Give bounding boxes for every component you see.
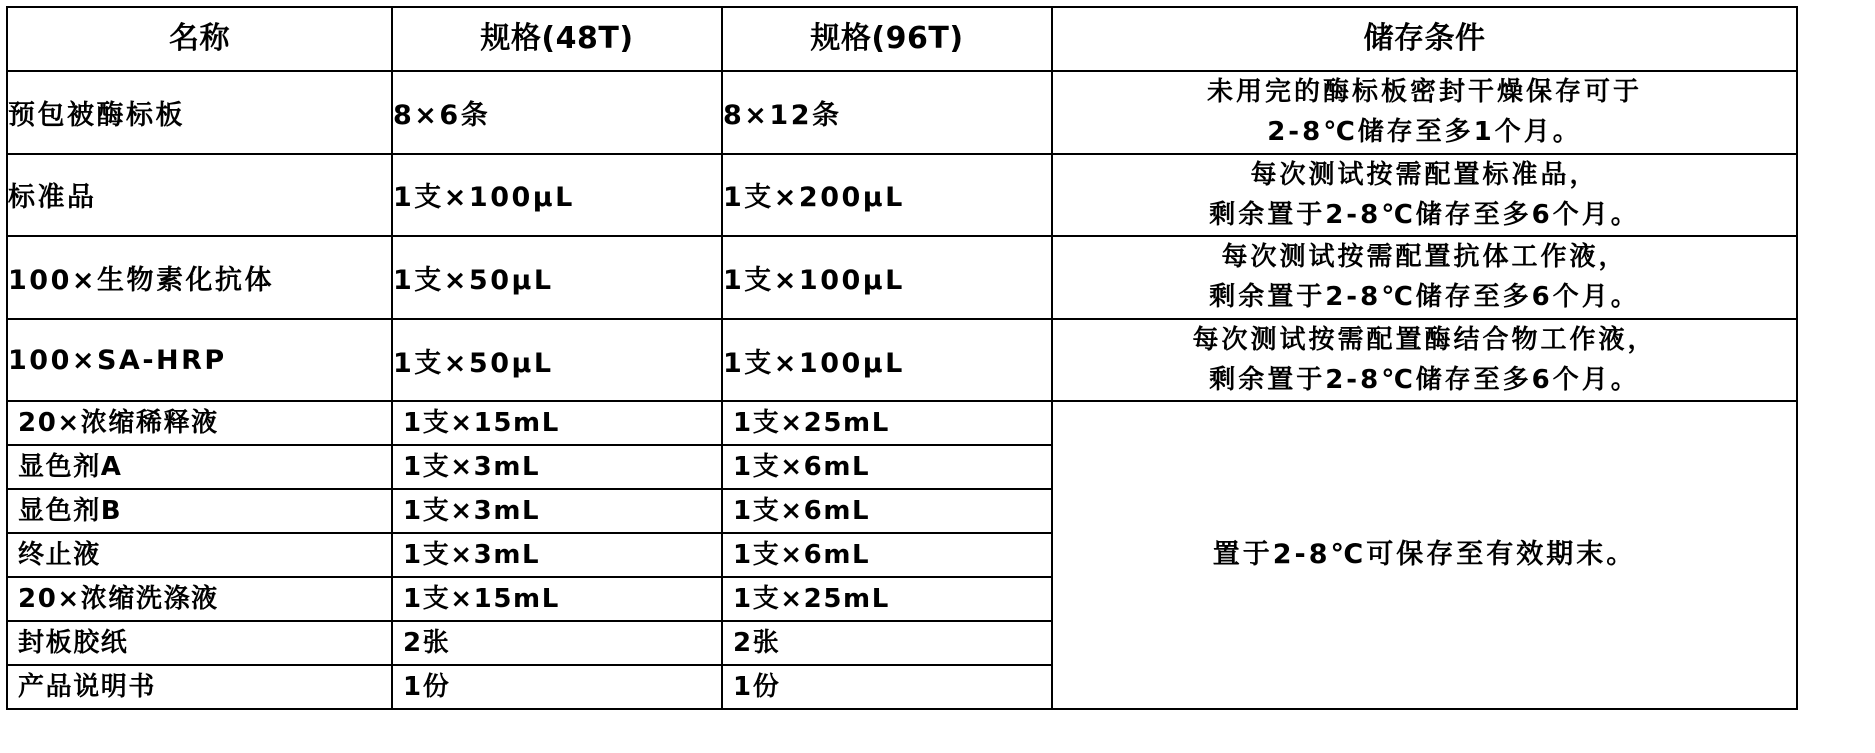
storage-line: 剩余置于2-8℃储存至多6个月。 bbox=[1209, 282, 1640, 313]
component-spec-48t: 1支×50μL bbox=[392, 319, 722, 402]
component-name: 预包被酶标板 bbox=[7, 71, 392, 154]
component-spec-48t: 8×6条 bbox=[392, 71, 722, 154]
component-spec-96t: 1支×6mL bbox=[722, 533, 1052, 577]
component-spec-96t: 1支×100μL bbox=[722, 236, 1052, 319]
component-storage bbox=[1052, 236, 1797, 319]
storage-line: 2-8℃储存至多1个月。 bbox=[1267, 117, 1582, 148]
component-spec-48t: 1支×15mL bbox=[392, 577, 722, 621]
component-spec-96t: 1份 bbox=[722, 665, 1052, 709]
component-storage bbox=[1052, 71, 1797, 154]
header-spec-96t: 规格(96T) bbox=[722, 7, 1052, 71]
storage-line: 未用完的酶标板密封干燥保存可于 bbox=[1206, 77, 1642, 107]
component-spec-96t: 2张 bbox=[722, 621, 1052, 665]
header-name: 名称 bbox=[7, 7, 392, 71]
component-spec-96t: 1支×6mL bbox=[722, 489, 1052, 533]
component-name: 100×SA-HRP bbox=[7, 319, 392, 402]
component-spec-96t: 1支×100μL bbox=[722, 319, 1052, 402]
component-spec-96t: 8×12条 bbox=[722, 71, 1052, 154]
storage-line: 每次测试按需配置酶结合物工作液， bbox=[1192, 324, 1657, 355]
component-spec-48t: 1支×3mL bbox=[392, 445, 722, 489]
table-row bbox=[7, 71, 1797, 154]
component-name: 显色剂B bbox=[7, 489, 392, 533]
component-spec-48t: 1份 bbox=[392, 665, 722, 709]
component-spec-48t: 1支×3mL bbox=[392, 489, 722, 533]
component-name: 20×浓缩稀释液 bbox=[7, 401, 392, 445]
header-spec-48t: 规格(48T) bbox=[392, 7, 722, 71]
component-name: 产品说明书 bbox=[7, 665, 392, 709]
table-row bbox=[7, 154, 1797, 237]
component-spec-48t: 1支×15mL bbox=[392, 401, 722, 445]
storage-line: 每次测试按需配置抗体工作液， bbox=[1221, 242, 1628, 273]
component-spec-96t: 1支×25mL bbox=[722, 577, 1052, 621]
table-row bbox=[7, 319, 1797, 402]
component-name: 显色剂A bbox=[7, 445, 392, 489]
component-name: 100×生物素化抗体 bbox=[7, 236, 392, 319]
component-name: 终止液 bbox=[7, 533, 392, 577]
table-row bbox=[7, 401, 1797, 445]
header-storage-conditions: 储存条件 bbox=[1052, 7, 1797, 71]
storage-line: 剩余置于2-8℃储存至多6个月。 bbox=[1209, 199, 1640, 230]
component-spec-48t: 1支×100μL bbox=[392, 154, 722, 237]
component-name: 20×浓缩洗涤液 bbox=[7, 577, 392, 621]
component-spec-96t: 1支×25mL bbox=[722, 401, 1052, 445]
component-storage-merged: 置于2-8℃可保存至有效期末。 bbox=[1052, 401, 1797, 709]
component-spec-96t: 1支×200μL bbox=[722, 154, 1052, 237]
component-spec-96t: 1支×6mL bbox=[722, 445, 1052, 489]
kit-components-table bbox=[6, 6, 1798, 710]
storage-line: 每次测试按需配置标准品， bbox=[1250, 159, 1599, 190]
table-header-row bbox=[7, 7, 1797, 71]
component-name: 标准品 bbox=[7, 154, 392, 237]
component-storage bbox=[1052, 319, 1797, 402]
component-name: 封板胶纸 bbox=[7, 621, 392, 665]
document-page bbox=[0, 6, 1875, 753]
component-storage bbox=[1052, 154, 1797, 237]
table-row bbox=[7, 236, 1797, 319]
component-spec-48t: 2张 bbox=[392, 621, 722, 665]
component-spec-48t: 1支×50μL bbox=[392, 236, 722, 319]
storage-line: 剩余置于2-8℃储存至多6个月。 bbox=[1209, 365, 1640, 396]
component-spec-48t: 1支×3mL bbox=[392, 533, 722, 577]
